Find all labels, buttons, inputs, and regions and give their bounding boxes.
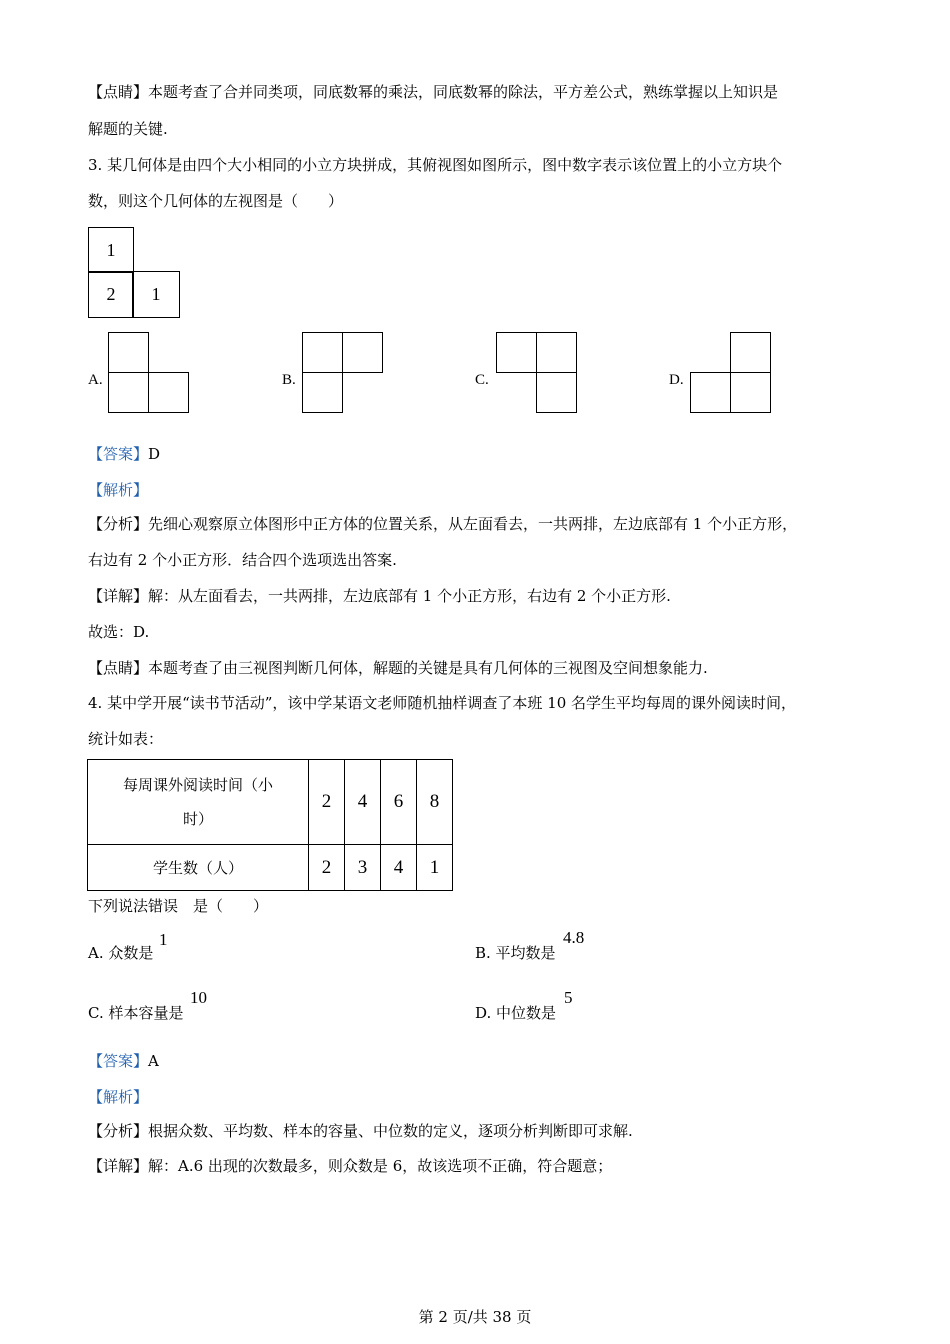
answer-tag: 【答案】 — [88, 1052, 149, 1070]
detail-text — [88, 1156, 612, 1176]
comment-text — [88, 658, 708, 678]
choice-text: 故选：D. — [88, 623, 150, 641]
question-4-text: 4. 某中学开展“读书节活动”，该中学某语文老师随机抽样调查了本班 10 名学生平均每周的课外阅读时间， — [88, 694, 797, 712]
text-line: 【点睛】本题考查了合并同类项，同底数幂的乘法，同底数幂的除法，平方差公式，熟练掌握以上知识是 — [88, 83, 779, 101]
comment-body: 本题考查了由三视图判断几何体，解题的关键是具有几何体的三视图及空间想象能力. — [148, 659, 708, 677]
q4-option-b-value: 4.8 — [563, 928, 585, 947]
table-cell: 4 — [345, 760, 381, 845]
question-3-text: 数，则这个几何体的左视图是（ ） — [88, 192, 344, 210]
reading-time-table — [87, 759, 453, 891]
q4-option-d: D. 中位数是 — [475, 1004, 557, 1022]
q4-option-b: B. 平均数是 — [475, 944, 556, 962]
page-footer: 第 2 页/共 38 页 — [418, 1308, 532, 1326]
square — [108, 332, 149, 373]
table-header-text: 每周课外阅读时间（小 — [122, 776, 273, 794]
option-a-label: A. — [88, 372, 103, 388]
q4-option-a: A. 众数是 — [88, 944, 154, 962]
analysis-text — [88, 514, 797, 534]
option-a-figure — [108, 332, 189, 413]
table-cell: 4 — [381, 845, 417, 891]
analysis-label: 【分析】 — [88, 515, 149, 533]
option-d-figure — [690, 332, 771, 413]
detail-label: 【详解】 — [88, 587, 149, 605]
table-header-text: 时） — [182, 810, 213, 828]
option-c-figure — [496, 332, 577, 413]
table-cell: 6 — [381, 760, 417, 845]
q4-option-c-value: 10 — [190, 988, 207, 1007]
answer-value: A — [148, 1052, 159, 1070]
square — [536, 332, 577, 373]
question-4-text: 统计如表： — [88, 730, 164, 748]
question-3-text: 3. 某几何体是由四个大小相同的小立方块拼成，其俯视图如图所示，图中数字表示该位置上的小立方块个 — [88, 156, 783, 174]
square — [342, 332, 383, 373]
square — [302, 372, 343, 413]
q4-option-d-value: 5 — [564, 988, 573, 1007]
detail-text — [88, 586, 671, 606]
table-header-students: 学生数（人） — [88, 845, 309, 891]
table-cell: 8 — [417, 760, 453, 845]
detail-body: 解：A.6 出现的次数最多，则众数是 6，故该选项不正确，符合题意； — [148, 1157, 613, 1175]
analysis-body: 先细心观察原立体图形中正方体的位置关系，从左面看去，一共两排，左边底部有 1 个小正方形， — [148, 515, 798, 533]
answer-tag: 【答案】 — [88, 445, 149, 463]
analysis-body: 根据众数、平均数、样本的容量、中位数的定义，逐项分析判断即可求解. — [148, 1122, 633, 1140]
answer-line — [88, 444, 160, 464]
table-cell: 2 — [309, 760, 345, 845]
square — [730, 332, 771, 373]
top-view-cell: 1 — [88, 227, 134, 273]
table-cell: 1 — [417, 845, 453, 891]
analysis-tag: 【解析】 — [88, 1088, 149, 1106]
answer-value: D — [148, 445, 161, 463]
top-view-cell: 1 — [132, 271, 180, 318]
square — [108, 372, 149, 413]
option-c-label: C. — [475, 372, 489, 388]
square — [690, 372, 731, 413]
top-view-figure — [88, 227, 180, 318]
square — [496, 332, 537, 373]
analysis-label: 【分析】 — [88, 1122, 149, 1140]
detail-body: 解：从左面看去，一共两排，左边底部有 1 个小正方形，右边有 2 个小正方形. — [148, 587, 671, 605]
table-cell: 3 — [345, 845, 381, 891]
analysis-text — [88, 1121, 633, 1141]
analysis-tag: 【解析】 — [88, 481, 149, 499]
square — [148, 372, 189, 413]
answer-line — [88, 1051, 159, 1071]
option-b-label: B. — [282, 372, 296, 388]
square — [302, 332, 343, 373]
question-4-prompt: 下列说法错误 是（ ） — [88, 897, 269, 915]
comment-label: 【点睛】 — [88, 659, 149, 677]
q4-option-a-value: 1 — [159, 930, 168, 949]
detail-label: 【详解】 — [88, 1157, 149, 1175]
square — [730, 372, 771, 413]
square — [536, 372, 577, 413]
option-d-label: D. — [669, 372, 684, 388]
option-b-figure — [302, 332, 383, 413]
table-cell: 2 — [309, 845, 345, 891]
table-header-hours — [88, 760, 309, 845]
top-view-cell: 2 — [88, 271, 134, 318]
analysis-text: 右边有 2 个小正方形．结合四个选项选出答案. — [88, 551, 397, 569]
text-line: 解题的关键. — [88, 120, 168, 138]
q4-option-c: C. 样本容量是 — [88, 1004, 184, 1022]
